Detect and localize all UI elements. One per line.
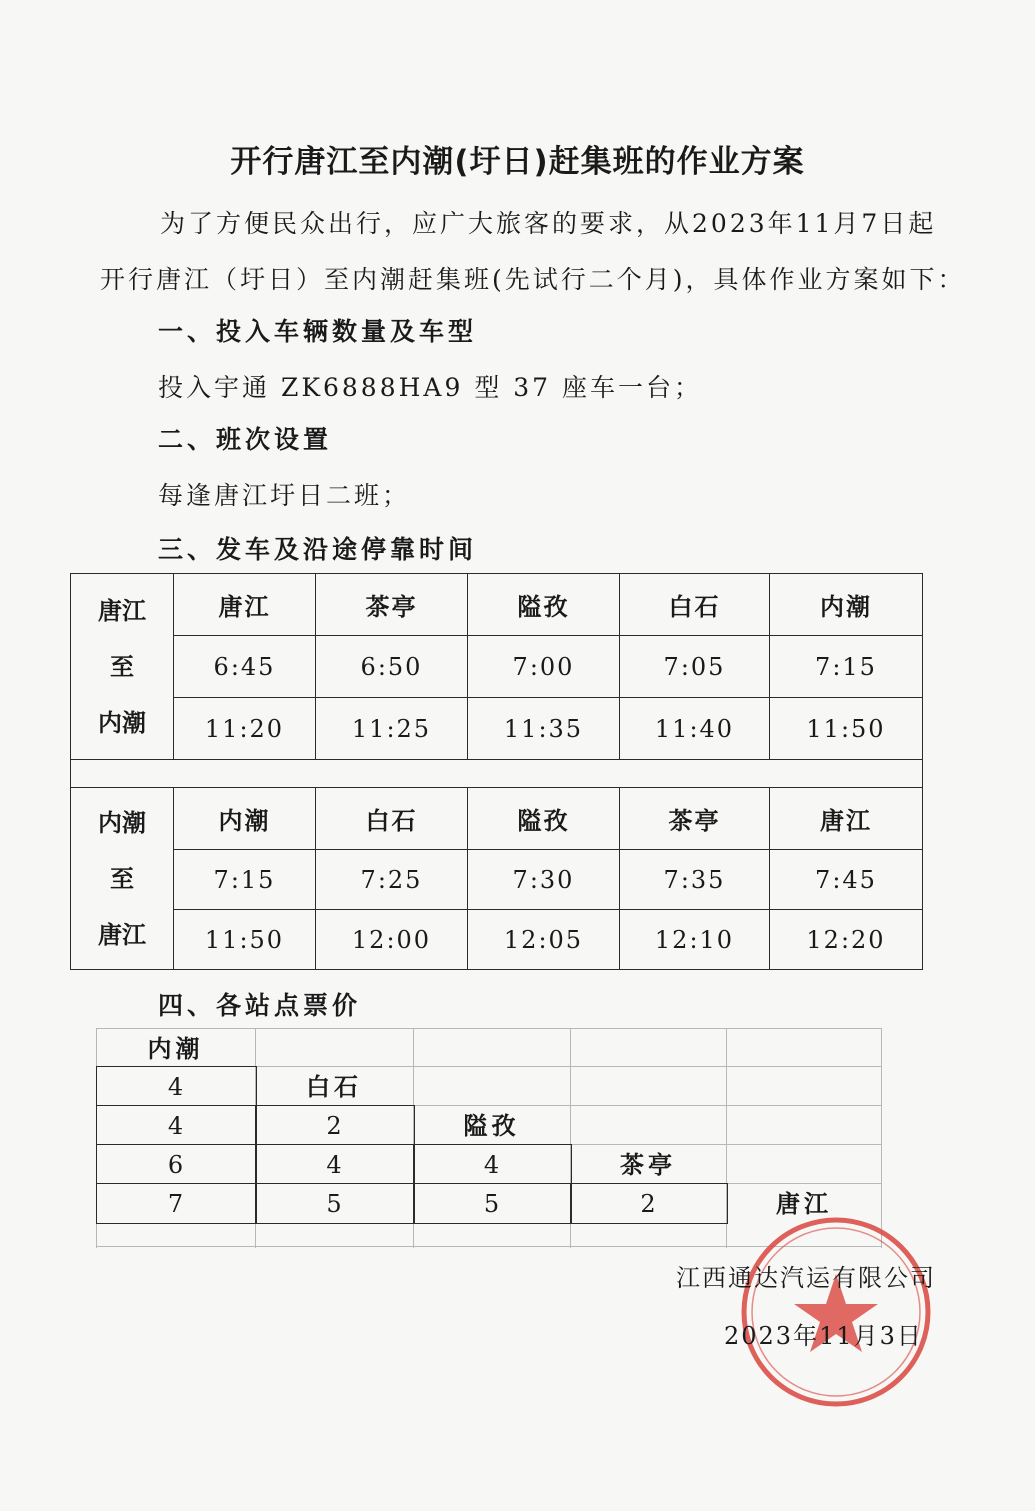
grid-line <box>413 1105 882 1106</box>
fare-value: 4 <box>326 1151 342 1179</box>
station-cell: 隘孜 <box>468 574 620 636</box>
station-cell: 茶亭 <box>620 788 770 850</box>
time-cell: 12:10 <box>620 910 770 970</box>
station-cell: 内潮 <box>174 788 316 850</box>
section-1-heading: 一、投入车辆数量及车型 <box>158 317 478 346</box>
schedule-inbound-trip-1 <box>71 850 923 910</box>
schedule-table <box>70 573 923 970</box>
station-cell: 茶亭 <box>316 574 468 636</box>
section-2-heading: 二、班次设置 <box>158 425 333 454</box>
fare-value: 4 <box>483 1151 500 1179</box>
station-cell: 隘孜 <box>468 788 620 850</box>
time-cell: 7:15 <box>174 850 316 910</box>
route-label-dest: 内潮 <box>98 708 146 737</box>
intro-line-2: 开行唐江（圩日）至内潮赶集班(先试行二个月)，具体作业方案如下： <box>100 265 966 294</box>
grid-line <box>96 1028 882 1029</box>
grid-line <box>255 1066 882 1067</box>
time-cell: 7:15 <box>770 636 923 698</box>
schedule-outbound-header-row <box>71 574 923 636</box>
fare-value: 2 <box>640 1190 656 1218</box>
time-cell: 11:50 <box>174 910 316 970</box>
fare-station-label: 白石 <box>306 1073 362 1101</box>
fare-value: 6 <box>167 1151 184 1179</box>
spacer-cell <box>71 760 923 788</box>
schedule-spacer-row <box>71 760 923 788</box>
time-cell: 11:25 <box>316 698 468 760</box>
fare-value: 4 <box>167 1073 184 1101</box>
fare-value: 2 <box>326 1112 342 1140</box>
fare-station-label: 茶亭 <box>620 1151 676 1179</box>
outbound-route-label <box>71 574 174 760</box>
company-seal-icon <box>736 1212 936 1412</box>
time-cell: 7:35 <box>620 850 770 910</box>
grid-line <box>726 1183 882 1184</box>
station-cell: 内潮 <box>770 574 923 636</box>
station-cell: 唐江 <box>174 574 316 636</box>
station-cell: 白石 <box>316 788 468 850</box>
fare-value: 4 <box>167 1112 184 1140</box>
intro-line-1: 为了方便民众出行，应广大旅客的要求，从2023年11月7日起 <box>160 209 937 238</box>
schedule-inbound-trip-2 <box>71 910 923 970</box>
time-cell: 11:35 <box>468 698 620 760</box>
document-date: 2023年11月3日 <box>724 1322 923 1350</box>
section-4-heading: 四、各站点票价 <box>158 991 362 1020</box>
inbound-route-label <box>71 788 174 970</box>
fare-value: 5 <box>483 1190 500 1218</box>
route-label-to-word: 至 <box>110 864 134 893</box>
grid-line <box>570 1144 882 1145</box>
time-cell: 11:20 <box>174 698 316 760</box>
time-cell: 7:05 <box>620 636 770 698</box>
fare-station-label: 唐江 <box>776 1190 832 1218</box>
fare-value: 5 <box>326 1190 342 1218</box>
route-label-from: 唐江 <box>98 596 146 625</box>
section-1-text: 投入宇通 ZK6888HA9 型 37 座车一台； <box>158 373 703 402</box>
time-cell: 12:20 <box>770 910 923 970</box>
section-3-heading: 三、发车及沿途停靠时间 <box>158 535 478 564</box>
time-cell: 7:30 <box>468 850 620 910</box>
time-cell: 7:00 <box>468 636 620 698</box>
fare-station-label: 内潮 <box>147 1035 204 1063</box>
time-cell: 12:05 <box>468 910 620 970</box>
route-label-from: 内潮 <box>98 808 146 837</box>
route-label-dest: 唐江 <box>98 920 146 949</box>
route-label-to-word: 至 <box>110 652 134 681</box>
schedule-inbound-header-row <box>71 788 923 850</box>
fare-value: 7 <box>167 1190 184 1218</box>
schedule-outbound-trip-1 <box>71 636 923 698</box>
station-cell: 唐江 <box>770 788 923 850</box>
time-cell: 11:50 <box>770 698 923 760</box>
document-title: 开行唐江至内潮(圩日)赶集班的作业方案 <box>230 144 805 180</box>
station-cell: 白石 <box>620 574 770 636</box>
time-cell: 7:25 <box>316 850 468 910</box>
time-cell: 11:40 <box>620 698 770 760</box>
section-2-text: 每逢唐江圩日二班； <box>158 481 411 510</box>
time-cell: 7:45 <box>770 850 923 910</box>
fare-station-label: 隘孜 <box>463 1112 520 1140</box>
time-cell: 12:00 <box>316 910 468 970</box>
time-cell: 6:45 <box>174 636 316 698</box>
time-cell: 6:50 <box>316 636 468 698</box>
schedule-outbound-trip-2 <box>71 698 923 760</box>
company-name: 江西通达汽运有限公司 <box>676 1264 936 1292</box>
